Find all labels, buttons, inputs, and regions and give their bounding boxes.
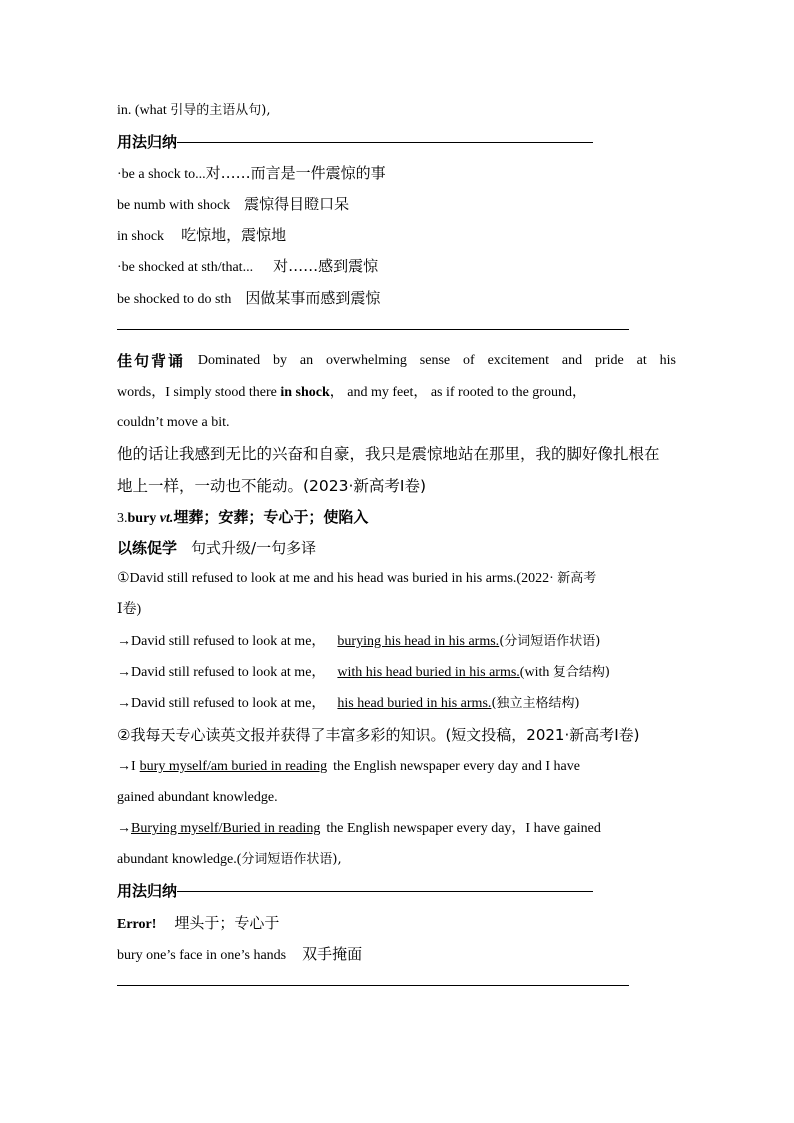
usage-1-item [117,194,349,216]
answer-prefix: →David still refused to look at me， [117,696,326,711]
sentence-translation: 地上一样，一动也不能动。(2023·新高考Ⅰ卷) [117,477,427,495]
usage-1-item-en: in shock [117,229,165,244]
vocab-number: 3. [117,511,128,526]
usage-2-item [117,944,362,966]
answer-blank: Burying myself/Buried in reading [131,821,321,836]
sentence-line-1 [117,351,676,371]
sentence-word: Dominated [197,353,261,368]
sentence-word: by [273,353,288,368]
practice-answer [117,632,600,652]
practice-q1-line-1 [117,569,596,589]
sentence-word: excitement [487,353,549,368]
vocab-word: bury [127,511,157,526]
usage-heading-1-rule [177,142,593,143]
practice-answer [117,663,610,683]
usage-1-item [117,288,380,310]
sentence-word: sense [419,353,451,368]
usage-heading-1-label: 用法归纳 [117,133,178,151]
sentence-label: 佳句背诵 [117,352,186,370]
answer-blank: bury myself/am buried in reading [139,759,328,774]
usage-heading-2-rule [177,891,593,892]
usage-1-item-en: ·be a shock to... [117,167,206,182]
practice-heading [117,538,316,558]
divider-rule [117,985,629,986]
answer-note: (with [519,665,550,680]
practice-answer [117,757,676,777]
continuation-line [117,101,270,121]
usage-1-item-en: ·be shocked at sth/that... [117,260,254,275]
sentence-line-3 [117,413,230,433]
answer-note: (分词短语作状语) [499,634,601,649]
answer-blank: burying his head in his arms. [337,634,500,649]
practice-question: ①David still refused to look at me and his head was buried in his arms.(2022· [117,571,554,586]
practice-source: Ⅰ卷) [117,602,142,617]
usage-2-item-zh: 双手掩面 [302,945,363,963]
usage-1-item-zh: 震惊得目瞪口呆 [244,195,350,213]
practice-heading-label: 以练促学 [117,539,178,557]
usage-1-item-zh: 对……而言是一件震惊的事 [205,164,386,182]
usage-2-item-en: bury one’s face in one’s hands [117,948,287,963]
error-label: Error! [117,917,157,932]
practice-answer [117,694,580,714]
practice-q1-line-2 [117,600,141,620]
practice-question: ②我每天专心读英文报并获得了丰富多彩的知识。(短文投稿，2021·新高考Ⅰ卷) [117,726,640,744]
usage-1-item-zh: 因做某事而感到震惊 [245,289,381,307]
answer-note: 复合结构) [552,665,610,680]
sentence-word: pride [594,353,624,368]
usage-1-item-zh: 吃惊地，震惊地 [181,226,287,244]
continuation-note: 引导的主语从句), [170,103,271,118]
sentence-word: overwhelming [326,353,407,368]
sentence-word: his [659,353,676,368]
sentence-key-phrase: in shock [280,385,330,400]
practice-answer-continued [117,850,342,870]
vocab-entry-bury [117,507,368,529]
sentence-text: words，I simply stood there [117,385,277,400]
practice-source: 新高考 [557,571,597,586]
answer-prefix: →David still refused to look at me， [117,634,326,649]
sentence-line-2 [117,383,586,403]
answer-text: gained abundant knowledge. [117,790,278,805]
usage-heading-1 [117,132,593,152]
sentence-word: and [561,353,583,368]
usage-1-item-en: be numb with shock [117,198,231,213]
vocab-meaning: 埋葬；安葬；专心于；使陷入 [173,508,369,526]
sentence-word: an [299,353,314,368]
sentence-translation: 他的话让我感到无比的兴奋和自豪，我只是震惊地站在那里，我的脚好像扎根在 [117,445,660,463]
answer-prefix: → [117,821,131,836]
sentence-word: of [463,353,475,368]
answer-note: (独立主格结构) [491,696,580,711]
usage-heading-2-label: 用法归纳 [117,882,178,900]
sentence-text: ， and my feet， as if rooted to the ground， [329,385,586,400]
answer-prefix: →I [117,759,136,774]
continuation-text: in. (what [117,103,167,118]
usage-1-item-zh: 对……感到震惊 [273,257,379,275]
answer-text: abundant knowledge.( [117,852,242,867]
sentence-translation-2 [117,476,426,496]
sentence-translation-1 [117,444,660,464]
practice-answer-continued [117,788,278,808]
answer-blank: his head buried in his arms. [337,696,492,711]
answer-text: the English newspaper every day and I have [333,759,580,774]
practice-q2 [117,725,640,745]
answer-note: 分词短语作状语), [241,852,342,867]
usage-1-item [117,225,286,247]
usage-2-error [117,913,279,935]
usage-heading-2 [117,881,593,901]
answer-text: the English newspaper every day，I have gained [326,821,601,836]
sentence-word: at [636,353,647,368]
usage-1-item [117,163,386,185]
answer-prefix: →David still refused to look at me， [117,665,326,680]
divider-rule [117,329,629,330]
answer-blank: with his head buried in his arms. [337,665,520,680]
sentence-text: couldn’t move a bit. [117,415,230,430]
vocab-pos: vt. [159,511,174,526]
practice-answer [117,819,676,839]
usage-1-item [117,256,378,278]
error-meaning: 埋头于；专心于 [174,914,280,932]
usage-1-item-en: be shocked to do sth [117,292,232,307]
practice-subheading: 句式升级/一句多译 [191,539,317,557]
